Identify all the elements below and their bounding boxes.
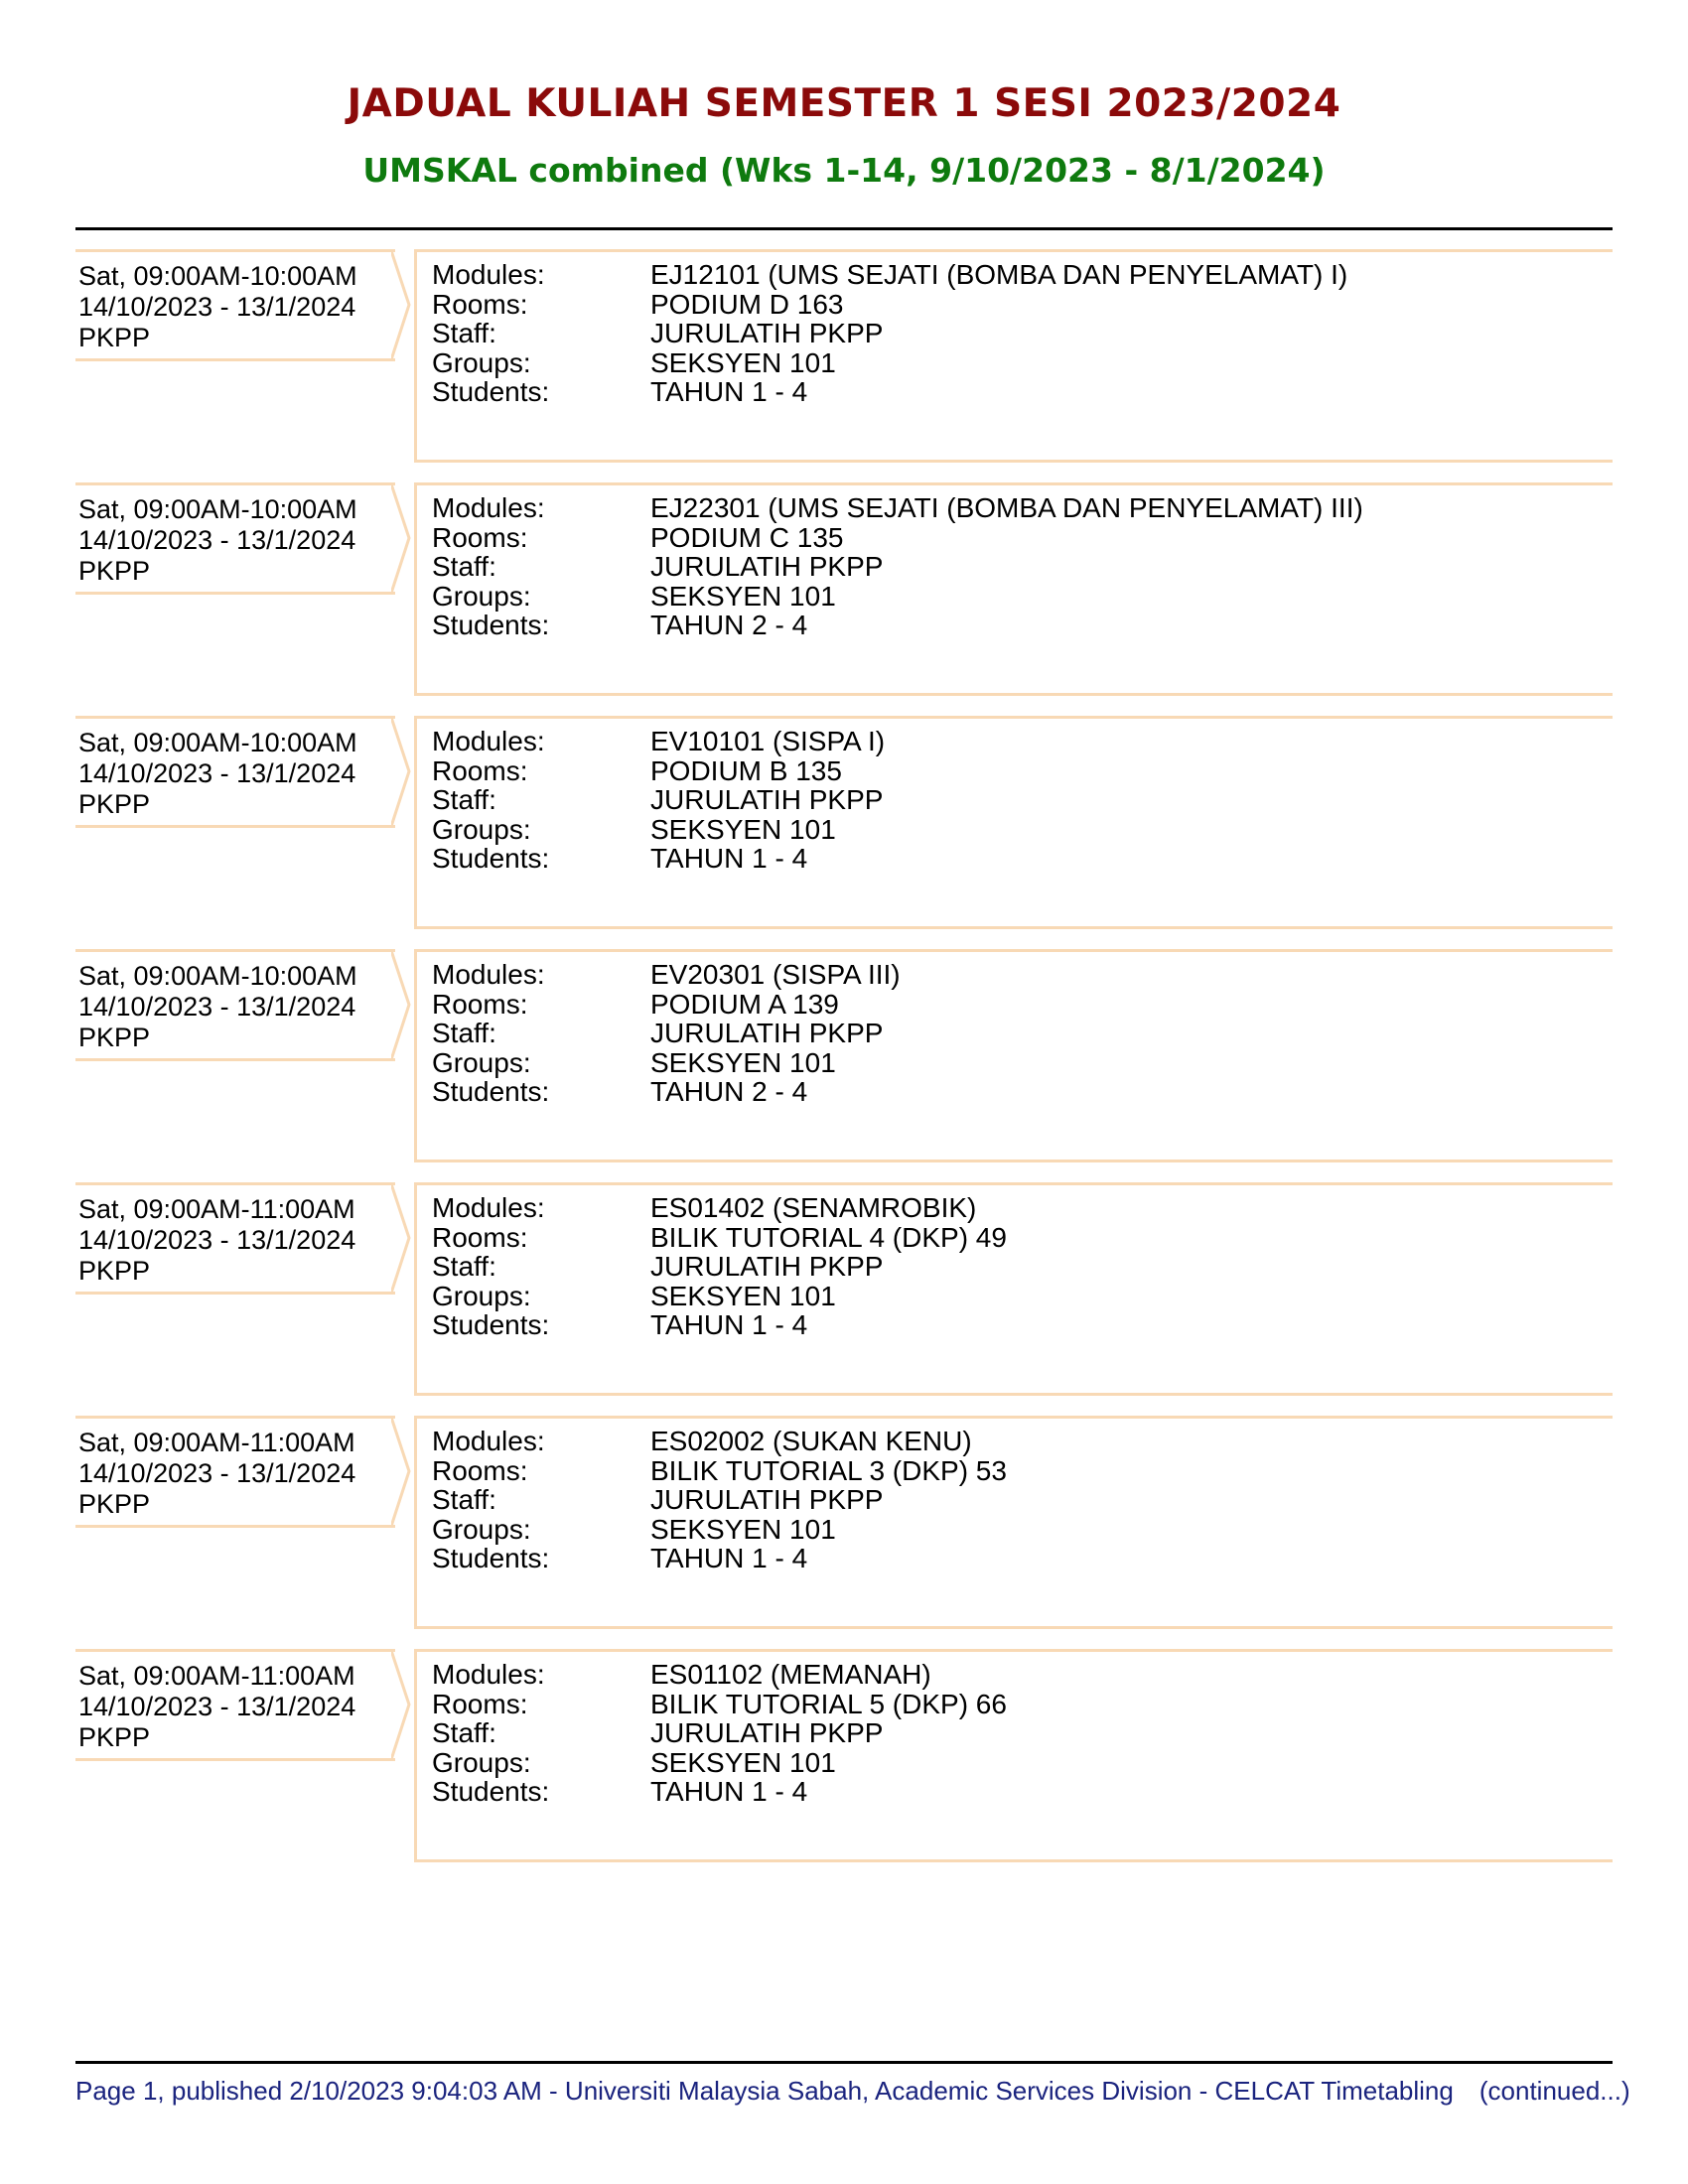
time-box	[75, 949, 395, 1061]
rooms-value: BILIK TUTORIAL 5 (DKP) 66	[650, 1688, 1007, 1719]
rooms-label: Rooms:	[432, 988, 528, 1020]
time-box	[75, 716, 395, 828]
rooms-value: BILIK TUTORIAL 3 (DKP) 53	[650, 1454, 1007, 1486]
time-box	[75, 249, 395, 361]
entry-time: Sat, 09:00AM-10:00AM	[78, 961, 357, 991]
footer-continued: (continued...)	[1478, 2076, 1630, 2106]
details-box	[414, 482, 1613, 696]
time-box-arrow	[391, 949, 413, 1061]
rooms-label: Rooms:	[432, 521, 528, 553]
students-value: TAHUN 1 - 4	[650, 1543, 808, 1573]
groups-value: SEKSYEN 101	[650, 1280, 836, 1311]
modules-value: EV20301 (SISPA III)	[650, 959, 901, 990]
entry-dept: PKPP	[78, 1023, 151, 1052]
staff-label: Staff:	[432, 784, 496, 815]
entry-time: Sat, 09:00AM-10:00AM	[78, 261, 357, 291]
modules-label: Modules:	[432, 1426, 545, 1456]
students-value: TAHUN 2 - 4	[650, 610, 808, 640]
students-label: Students:	[432, 843, 550, 874]
entry-dept: PKPP	[78, 789, 151, 819]
time-box-arrow	[391, 482, 413, 595]
timetable-entry	[75, 1416, 1613, 1649]
timetable-entry	[75, 716, 1613, 949]
time-text	[78, 1428, 355, 1520]
modules-value: EJ22301 (UMS SEJATI (BOMBA DAN PENYELAMAT) III)	[650, 492, 1363, 523]
entry-dept: PKPP	[78, 1722, 151, 1752]
entry-time: Sat, 09:00AM-11:00AM	[78, 1428, 355, 1457]
students-value: TAHUN 1 - 4	[650, 843, 808, 874]
time-box	[75, 1182, 395, 1295]
details-box	[414, 949, 1613, 1162]
modules-label: Modules:	[432, 259, 545, 290]
header-rule	[75, 227, 1613, 230]
entry-time: Sat, 09:00AM-11:00AM	[78, 1661, 355, 1691]
modules-label: Modules:	[432, 1659, 545, 1690]
timetable-entry	[75, 949, 1613, 1182]
modules-value: ES02002 (SUKAN KENU)	[650, 1426, 972, 1456]
entry-dates: 14/10/2023 - 13/1/2024	[78, 1458, 356, 1488]
groups-label: Groups:	[432, 1513, 531, 1545]
details-box	[414, 1416, 1613, 1629]
modules-value: ES01102 (MEMANAH)	[650, 1659, 931, 1690]
staff-value: JURULATIH PKPP	[650, 318, 884, 348]
rooms-label: Rooms:	[432, 1221, 528, 1253]
time-box-arrow	[391, 1182, 413, 1295]
timetable-entry	[75, 482, 1613, 716]
time-box-arrow	[391, 716, 413, 828]
rooms-value: PODIUM B 135	[650, 754, 842, 786]
students-label: Students:	[432, 1309, 550, 1340]
entry-dates: 14/10/2023 - 13/1/2024	[78, 1225, 356, 1255]
timetable-entry	[75, 249, 1613, 482]
staff-value: JURULATIH PKPP	[650, 551, 884, 582]
time-text	[78, 961, 357, 1053]
modules-label: Modules:	[432, 492, 545, 523]
students-label: Students:	[432, 1076, 550, 1107]
groups-value: SEKSYEN 101	[650, 1746, 836, 1778]
time-text	[78, 261, 357, 353]
groups-value: SEKSYEN 101	[650, 580, 836, 612]
time-box	[75, 482, 395, 595]
rooms-label: Rooms:	[432, 288, 528, 320]
groups-label: Groups:	[432, 1046, 531, 1078]
rooms-label: Rooms:	[432, 1454, 528, 1486]
time-text	[78, 1661, 355, 1753]
groups-label: Groups:	[432, 1746, 531, 1778]
staff-label: Staff:	[432, 318, 496, 348]
time-text	[78, 494, 357, 587]
modules-label: Modules:	[432, 726, 545, 756]
modules-value: EV10101 (SISPA I)	[650, 726, 886, 756]
staff-label: Staff:	[432, 1717, 496, 1748]
rooms-value: PODIUM C 135	[650, 521, 844, 553]
entry-dept: PKPP	[78, 323, 151, 352]
staff-label: Staff:	[432, 1251, 496, 1282]
groups-label: Groups:	[432, 580, 531, 612]
time-text	[78, 1194, 355, 1287]
entry-dept: PKPP	[78, 556, 151, 586]
staff-value: JURULATIH PKPP	[650, 784, 884, 815]
entry-time: Sat, 09:00AM-10:00AM	[78, 494, 357, 524]
modules-value: ES01402 (SENAMROBIK)	[650, 1192, 977, 1223]
students-label: Students:	[432, 1776, 550, 1807]
page-title: JADUAL KULIAH SEMESTER 1 SESI 2023/2024	[347, 81, 1341, 126]
entry-time: Sat, 09:00AM-10:00AM	[78, 728, 357, 757]
entry-dates: 14/10/2023 - 13/1/2024	[78, 992, 356, 1022]
modules-label: Modules:	[432, 959, 545, 990]
rooms-label: Rooms:	[432, 754, 528, 786]
students-value: TAHUN 1 - 4	[650, 1309, 808, 1340]
rooms-value: PODIUM A 139	[650, 988, 839, 1020]
details-box	[414, 716, 1613, 929]
staff-label: Staff:	[432, 1018, 496, 1048]
details-box	[414, 1182, 1613, 1396]
entry-dates: 14/10/2023 - 13/1/2024	[78, 758, 356, 788]
modules-value: EJ12101 (UMS SEJATI (BOMBA DAN PENYELAMAT) I)	[650, 259, 1348, 290]
timetable-entry	[75, 1182, 1613, 1416]
students-label: Students:	[432, 610, 550, 640]
entry-dates: 14/10/2023 - 13/1/2024	[78, 1692, 356, 1721]
entry-dept: PKPP	[78, 1489, 151, 1519]
timetable-entry	[75, 1649, 1613, 1882]
time-text	[78, 728, 357, 820]
groups-value: SEKSYEN 101	[650, 1046, 836, 1078]
footer-text: Page 1, published 2/10/2023 9:04:03 AM - Universiti Malaysia Sabah, Academic Services Division - CELCAT Timetabling	[75, 2076, 1454, 2106]
students-label: Students:	[432, 1543, 550, 1573]
entry-dates: 14/10/2023 - 13/1/2024	[78, 292, 356, 322]
rooms-label: Rooms:	[432, 1688, 528, 1719]
groups-label: Groups:	[432, 346, 531, 378]
students-value: TAHUN 1 - 4	[650, 1776, 808, 1807]
footer	[75, 2076, 1630, 2107]
groups-value: SEKSYEN 101	[650, 346, 836, 378]
time-box	[75, 1649, 395, 1761]
students-value: TAHUN 1 - 4	[650, 376, 808, 407]
modules-label: Modules:	[432, 1192, 545, 1223]
time-box-arrow	[391, 249, 413, 361]
students-label: Students:	[432, 376, 550, 407]
staff-value: JURULATIH PKPP	[650, 1251, 884, 1282]
entry-dept: PKPP	[78, 1256, 151, 1286]
groups-label: Groups:	[432, 1280, 531, 1311]
footer-rule	[75, 2061, 1613, 2064]
rooms-value: PODIUM D 163	[650, 288, 844, 320]
rooms-value: BILIK TUTORIAL 4 (DKP) 49	[650, 1221, 1007, 1253]
groups-label: Groups:	[432, 813, 531, 845]
entry-time: Sat, 09:00AM-11:00AM	[78, 1194, 355, 1224]
details-box	[414, 249, 1613, 463]
time-box-arrow	[391, 1416, 413, 1528]
staff-value: JURULATIH PKPP	[650, 1018, 884, 1048]
groups-value: SEKSYEN 101	[650, 813, 836, 845]
staff-label: Staff:	[432, 1484, 496, 1515]
staff-value: JURULATIH PKPP	[650, 1484, 884, 1515]
timetable-list	[75, 249, 1613, 1882]
staff-label: Staff:	[432, 551, 496, 582]
time-box	[75, 1416, 395, 1528]
students-value: TAHUN 2 - 4	[650, 1076, 808, 1107]
details-box	[414, 1649, 1613, 1862]
groups-value: SEKSYEN 101	[650, 1513, 836, 1545]
staff-value: JURULATIH PKPP	[650, 1717, 884, 1748]
entry-dates: 14/10/2023 - 13/1/2024	[78, 525, 356, 555]
time-box-arrow	[391, 1649, 413, 1761]
page-subtitle: UMSKAL combined (Wks 1-14, 9/10/2023 - 8/1/2024)	[362, 151, 1326, 190]
